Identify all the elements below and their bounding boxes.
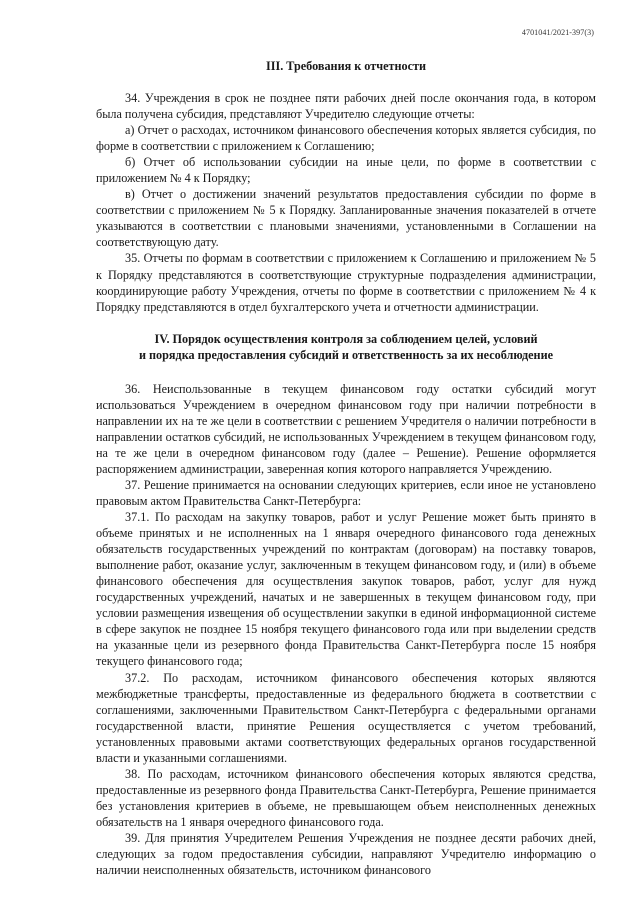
paragraph-39: 39. Для принятия Учредителем Решения Учреждения не позднее десяти рабочих дней, следующих за годом предоставления субсидии, направляют Учредителю информацию о наличии неисполненных обязательств, источником финансового xyxy=(96,830,596,878)
paragraph-34b: б) Отчет об использовании субсидии на иные цели, по форме в соответствии с приложением № 4 к Порядку; xyxy=(96,155,596,186)
section-4-title-line-2: и порядка предоставления субсидий и ответственность за их несоблюдение xyxy=(138,347,554,362)
paragraph-37-2: 37.2. По расходам, источником финансового обеспечения которых являются межбюджетные трансферты, предоставленные из федерального бюджета в соответствии с соглашениями, заключенными Правительством Санкт-Петербурга с федеральными органами государственной власти, принятие Решения осуществляется с учетом требований, установленных правовыми актами соответствующих федеральных органов государственной власти и указанными соглашениями. xyxy=(96,670,596,765)
document-id: 4701041/2021-397(3) xyxy=(521,28,594,37)
paragraph-35: 35. Отчеты по формам в соответствии с приложением к Соглашению и приложением № 5 к Порядку представляются в соответствующие структурные подразделения администрации, координирующие работу Учреждения, отчеты по форме в соответствии с приложением № 4 к Порядку представляются в отдел бухгалтерского учета и отчетности администрации. xyxy=(96,251,596,314)
section-4-body xyxy=(96,381,596,878)
paragraph-34c: в) Отчет о достижении значений результатов предоставления субсидии по форме в соответствии с приложением № 5 к Порядку. Запланированные значения показателей в отчете указываются в соответствии с плановыми значениями, установленными в Соглашении на соответствующую дату. xyxy=(96,187,596,250)
paragraph-36: 36. Неиспользованные в текущем финансовом году остатки субсидий могут использоваться Учреждением в очередном финансовом году при наличии потребности в направлении их на те же цели в соответствии с решением Учредителя о наличии потребности в направлении остатков субсидий, не использованных Учреждением в текущем финансовом году, на те же цели в очередном финансовом году (далее – Решение). Решение оформляется распоряжением администрации, заверенная копия которого направляется Учреждению. xyxy=(96,381,596,476)
paragraph-38: 38. По расходам, источником финансового обеспечения которых являются средства, предоставленные из резервного фонда Правительства Санкт-Петербурга, Решение принимается без установления критериев в объеме, не превышающем объем неисполненных денежных обязательств на 1 января очередного финансового года. xyxy=(96,766,596,829)
paragraph-37-1: 37.1. По расходам на закупку товаров, работ и услуг Решение может быть принято в объеме принятых и не исполненных на 1 января очередного финансового года денежных обязательств государственных учреждений по контрактам (договорам) на поставку товаров, выполнение работ, оказание услуг, заключенным в текущем финансовом году, и (или) в объеме финансового обеспечения для осуществления закупок товаров, работ, услуг для нужд государственных учреждений, начатых и не завершенных в текущем финансовом году, при условии размещения извещения об осуществлении закупки в единой информационной системе в сфере закупок не позднее 15 ноября текущего финансового года или при выделении средств на указанные цели из резервного фонда Правительства Санкт-Петербурга после 15 ноября текущего финансового года; xyxy=(96,510,596,669)
section-4-title-line-1: IV. Порядок осуществления контроля за соблюдением целей, условий xyxy=(154,331,538,346)
document-body xyxy=(96,58,596,878)
section-3-title: III. Требования к отчетности xyxy=(265,59,427,73)
paragraph-34: 34. Учреждения в срок не позднее пяти рабочих дней после окончания года, в котором была получена субсидия, представляют Учредителю следующие отчеты: xyxy=(96,91,596,122)
paragraph-34a: а) Отчет о расходах, источником финансового обеспечения которых является субсидия, по форме в соответствии с приложением к Соглашению; xyxy=(96,123,596,154)
section-4-title xyxy=(96,331,596,363)
section-3-body xyxy=(96,90,596,315)
paragraph-37: 37. Решение принимается на основании следующих критериев, если иное не установлено правовым актом Правительства Санкт-Петербурга: xyxy=(96,477,596,508)
